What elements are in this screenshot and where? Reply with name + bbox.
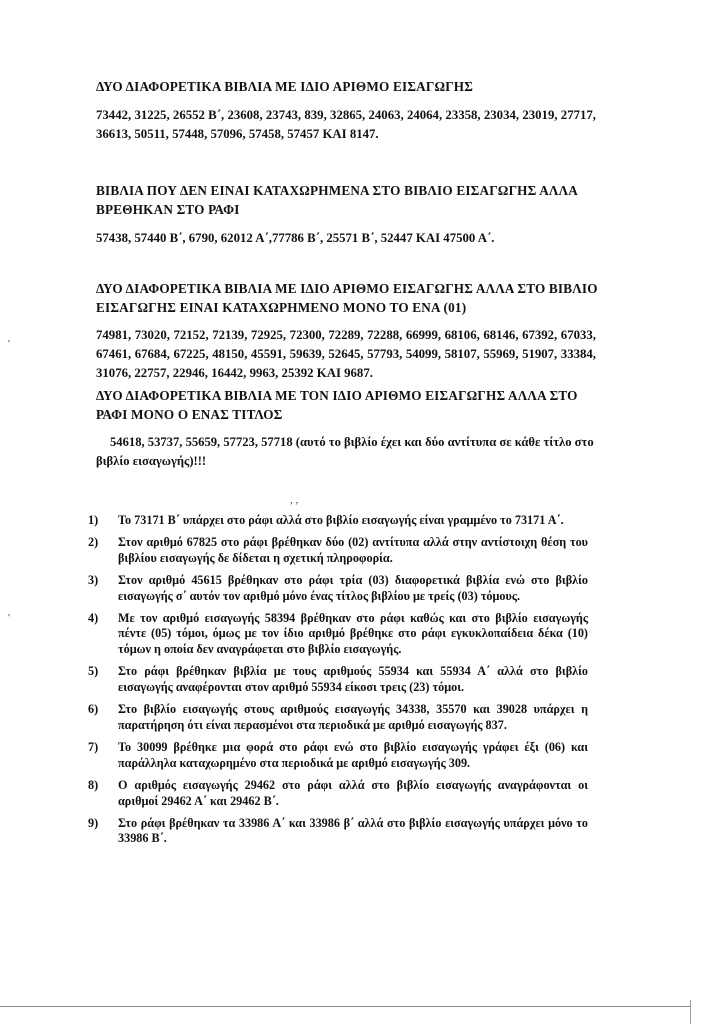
list-item <box>88 573 588 605</box>
section-heading-not-registered: ΒΙΒΛΙΑ ΠΟΥ ΔΕΝ ΕΙΝΑΙ ΚΑΤΑΧΩΡΗΜΕΝΑ ΣΤΟ ΒΙΒΛΙΟ ΕΙΣΑΓΩΓΗΣ ΑΛΛΑ ΒΡΕΘΗΚΑΝ ΣΤΟ ΡΑΦΙ <box>96 183 578 217</box>
list-item <box>88 702 588 734</box>
list-item-number: 1) <box>88 513 99 527</box>
numbered-observations-list <box>88 513 588 853</box>
list-item <box>88 513 588 529</box>
list-item-text: Στο ράφι βρέθηκαν τα 33986 Α΄ και 33986 β΄ αλλά στο βιβλίο εισαγωγής υπάρχει μόνο το 33986 Β΄. <box>118 815 588 846</box>
scan-speck: ' <box>8 612 10 624</box>
list-item-text: Το 30099 βρέθηκε μια φορά στο ράφι ενώ στο βιβλίο εισαγωγής γράφει έξι (06) και παράλληλα καταχωρημένο στα περιοδικά με αριθμό εισαγωγής 309. <box>118 739 588 770</box>
list-item-number: 4) <box>88 610 99 625</box>
list-item <box>88 535 588 567</box>
scan-edge-line <box>0 1006 690 1007</box>
section-heading-same-number: ΔΥΟ ΔΙΑΦΟΡΕΤΙΚΑ ΒΙΒΛΙΑ ΜΕ ΙΔΙΟ ΑΡΙΘΜΟ ΕΙΣΑΓΩΓΗΣ <box>96 79 474 94</box>
list-item <box>88 740 588 772</box>
list-item-text: Στο βιβλίο εισαγωγής στους αριθμούς εισαγωγής 34338, 35570 και 39028 υπάρχει η παρατήρηση ότι είναι περασμένοι στα περιοδικά με αριθμό εισαγωγής 837. <box>118 702 588 732</box>
same-number-list: 73442, 31225, 26552 Β΄, 23608, 23743, 839, 32865, 24063, 24064, 23358, 23034, 23019, 27717, 36613, 50511, 57448, 57096, 57458, 57457 ΚΑΙ 8147. <box>96 108 596 141</box>
list-item-text: Στον αριθμό 45615 βρέθηκαν στο ράφι τρία (03) διαφορετικά βιβλία ενώ στο βιβλίο εισαγωγής σ΄ αυτόν τον αριθμό μόνο ένας τίτλος βιβλίου με τρείς (03) τόμους. <box>118 572 588 603</box>
not-registered-list: 57438, 57440 Β΄, 6790, 62012 Α΄,77786 Β΄, 25571 Β΄, 52447 ΚΑΙ 47500 Α΄. <box>96 231 495 245</box>
list-item-text: Το 73171 Β΄ υπάρχει στο ράφι αλλά στο βιβλίο εισαγωγής είναι γραμμένο το 73171 Α΄. <box>118 513 564 527</box>
one-title-on-shelf-note: 54618, 53737, 55659, 57723, 57718 (αυτό το βιβλίο έχει και δύο αντίτυπα σε κάθε τίτλο στο βιβλίο εισαγωγής)!!! <box>96 435 594 468</box>
list-item-number: 2) <box>88 534 99 549</box>
list-item-text: Ο αριθμός εισαγωγής 29462 στο ράφι αλλά στο βιβλίο εισαγωγής αναγράφονται οι αριθμοί 29462 Α΄ και 29462 Β΄. <box>118 777 588 808</box>
scan-speck: , , <box>290 494 299 506</box>
scan-edge-line <box>690 1000 691 1024</box>
list-item-number: 3) <box>88 572 99 587</box>
list-item-text: Με τον αριθμό εισαγωγής 58394 βρέθηκαν στο ράφι καθώς και στο βιβλίο εισαγωγής πέντε (05) τόμοι, όμως με τον ίδιο αριθμό βρέθηκε στο ράφι εγκυκλοπαίδεια δέκα (10) τόμων η οποία δεν αναγράφεται στο βιβλίο εισαγωγής. <box>118 610 588 657</box>
list-item-number: 9) <box>88 815 99 830</box>
section-heading-only-one-registered: ΔΥΟ ΔΙΑΦΟΡΕΤΙΚΑ ΒΙΒΛΙΑ ΜΕ ΙΔΙΟ ΑΡΙΘΜΟ ΕΙΣΑΓΩΓΗΣ ΑΛΛΑ ΣΤΟ ΒΙΒΛΙΟ ΕΙΣΑΓΩΓΗΣ ΕΙΝΑΙ ΚΑΤΑΧΩΡΗΜΕΝΟ ΜΟΝΟ ΤΟ ΕΝΑ (01) <box>96 281 598 315</box>
list-item <box>88 664 588 696</box>
list-item-number: 7) <box>88 739 99 754</box>
list-item-number: 6) <box>88 702 99 717</box>
scan-speck: ' <box>8 338 10 350</box>
list-item-text: Στον αριθμό 67825 στο ράφι βρέθηκαν δύο (02) αντίτυπα αλλά στην αντίστοιχη θέση του βιβλίου εισαγωγής δε δίδεται η σχετική πληροφορία. <box>118 534 588 565</box>
list-item-number: 5) <box>88 664 99 679</box>
list-item-number: 8) <box>88 777 99 792</box>
list-item <box>88 816 588 848</box>
list-item-text: Στο ράφι βρέθηκαν βιβλία με τους αριθμούς 55934 και 55934 Α΄ αλλά στο βιβλίο εισαγωγής αναφέρονται στον αριθμό 55934 είκοσι τρεις (23) τόμοι. <box>118 664 588 695</box>
only-one-registered-list: 74981, 73020, 72152, 72139, 72925, 72300, 72289, 72288, 66999, 68106, 68146, 67392, 67033, 67461, 67684, 67225, 48150, 45591, 59639, 52645, 57793, 54099, 58107, 55969, 51907, 33384, 31076, 22757, 22946, 16442, 9963, 25392 ΚΑΙ 9687. <box>96 328 596 380</box>
list-item <box>88 778 588 810</box>
list-item <box>88 611 588 659</box>
section-heading-one-title-on-shelf: ΔΥΟ ΔΙΑΦΟΡΕΤΙΚΑ ΒΙΒΛΙΑ ΜΕ ΤΟΝ ΙΔΙΟ ΑΡΙΘΜΟ ΕΙΣΑΓΩΓΗΣ ΑΛΛΑ ΣΤΟ ΡΑΦΙ ΜΟΝΟ Ο ΕΝΑΣ ΤΙΤΛΟΣ <box>96 388 578 422</box>
